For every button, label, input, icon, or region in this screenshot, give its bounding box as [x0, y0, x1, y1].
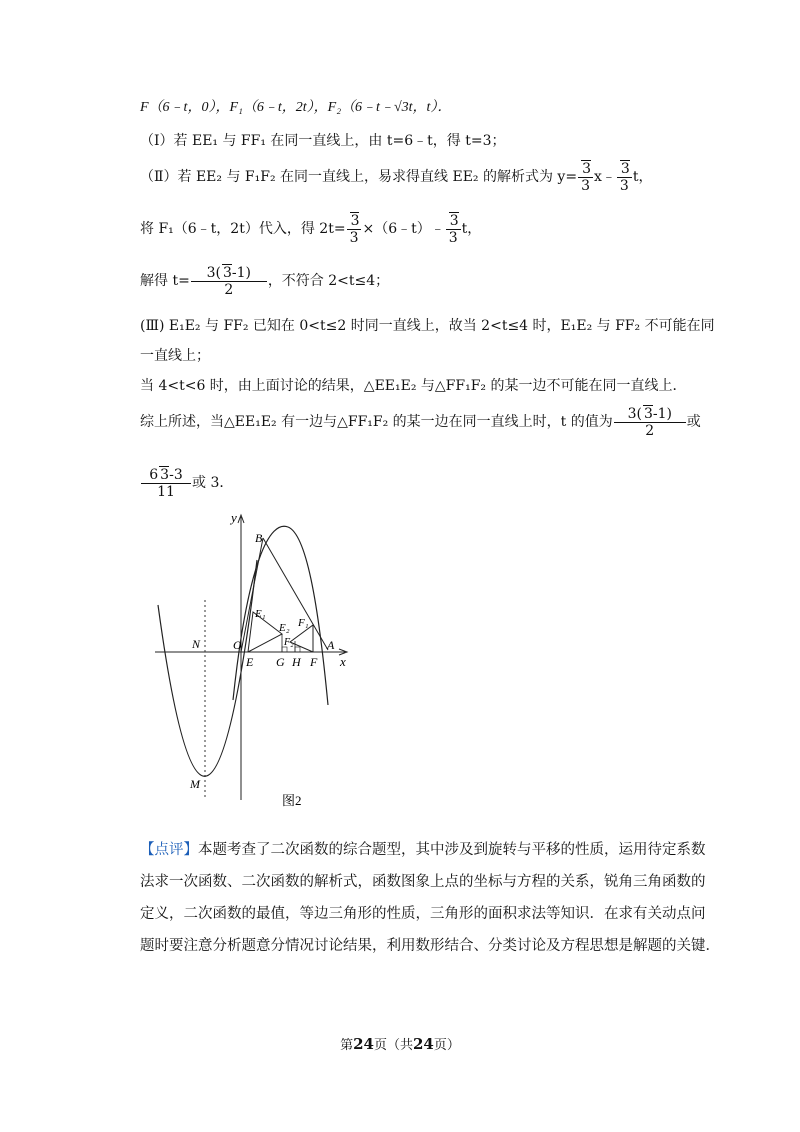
solution-line-7: 一直线上； [140, 348, 210, 364]
label-H: H [292, 655, 301, 669]
fraction-t-value-2 [141, 466, 191, 500]
line9-text-a: 综上所述，当△EE₁E₂ 有一边与△FF₁F₂ 的某一边在同一直线上时，t 的值为 [140, 414, 613, 430]
denominator: 3 [619, 178, 629, 194]
segment-OB [241, 538, 263, 652]
solution-line-6: (Ⅲ) E₁E₂ 与 FF₂ 已知在 0<t≤2 时同一直线上，故当 2<t≤4 时，E₁E₂ 与 FF₂ 不可能在同 [140, 318, 715, 334]
label-F2: F₂ [284, 637, 294, 648]
label-E2: E₂ [279, 622, 290, 634]
line3-text-a: （Ⅱ）若 EE₂ 与 F₁F₂ 在同一直线上，易求得直线 EE₂ 的解析式为 y= [140, 169, 578, 185]
radicand: 3 [643, 406, 653, 422]
comment-tag: 【点评】 [140, 842, 198, 858]
label-y: y [231, 510, 237, 525]
label-G: G [276, 655, 285, 669]
radicand: 3 [222, 265, 232, 281]
numerator-post: -1) [652, 406, 672, 422]
line4-text-a: 将 F₁（6﹣t，2t）代入，得 2t= [140, 221, 346, 237]
label-A: A [327, 638, 335, 652]
comment-line-3: 定义，二次函数的最值，等边三角形的性质，三角形的面积求法等知识．在求有关动点问 [140, 906, 706, 922]
label-B: B [255, 531, 263, 545]
comment-text: 本题考查了二次函数的综合题型，其中涉及到旋转与平移的性质，运用待定系数 [198, 842, 706, 858]
comment-line-2: 法求一次函数、二次函数的解析式，函数图象上点的坐标与方程的关系，锐角三角函数的 [140, 874, 706, 890]
comment-line-1 [140, 840, 706, 860]
numerator-pre: 3( [627, 406, 642, 422]
numerator-pre: 3( [206, 265, 221, 281]
label-F1: F₁ [298, 617, 309, 629]
footer-text: 页（共 [373, 1038, 413, 1053]
line5-text-a: 解得 t= [140, 273, 190, 289]
segment-BA [263, 538, 328, 650]
label-N: N [192, 637, 201, 651]
denominator: 11 [157, 484, 175, 500]
right-angle-mark [295, 647, 300, 652]
label-M: M [190, 777, 200, 791]
label-x: x [340, 654, 346, 669]
numerator-post: -1) [231, 265, 252, 281]
radicand: 3 [350, 213, 360, 229]
fraction-t-value-1 [191, 264, 267, 298]
numerator-post: -3 [169, 467, 183, 483]
total-pages: 24 [413, 1035, 434, 1053]
denominator: 3 [349, 230, 359, 246]
solution-line-4 [140, 212, 481, 246]
radicand: 3 [620, 161, 630, 177]
line9-text-b: 或 [686, 414, 701, 430]
figure-caption: 图2 [282, 793, 302, 808]
fraction-sqrt3-over-3 [578, 160, 593, 194]
denominator: 2 [224, 282, 234, 298]
radicand: 3 [449, 213, 459, 229]
comment-line-4: 题时要注意分析题意分情况讨论结果，利用数形结合、分类讨论及方程思想是解题的关键． [140, 938, 720, 954]
solution-line-10 [140, 465, 233, 501]
label-O: O [233, 638, 242, 652]
solution-line-5 [140, 263, 389, 299]
footer-text: 页） [433, 1038, 460, 1053]
line10-text-b: 或 3． [192, 475, 234, 491]
line3-text-b: x﹣ [593, 169, 616, 185]
solution-line-9 [140, 404, 701, 440]
numerator-pre: 6 [149, 467, 159, 483]
denominator: 3 [448, 230, 458, 246]
solution-line-8: 当 4<t<6 时，由上面讨论的结果，△EE₁E₂ 与△FF₁F₂ 的某一边不可能在同一直线上． [140, 378, 687, 394]
line5-text-b: ，不符合 2<t≤4； [267, 273, 390, 289]
label-F: F [310, 655, 318, 669]
line3-text-c: t， [632, 169, 653, 185]
page-footer [0, 1034, 800, 1053]
solution-line-2: （Ⅰ）若 EE₁ 与 FF₁ 在同一直线上，由 t=6﹣t，得 t=3； [140, 133, 506, 149]
line4-text-c: t， [461, 221, 482, 237]
radicand: 3 [160, 467, 170, 483]
solution-line-3 [140, 160, 652, 194]
denominator: 3 [581, 178, 590, 194]
footer-text: 第 [340, 1038, 354, 1053]
upward-parabola-curve [158, 560, 257, 776]
fraction-t-value-1 [614, 405, 686, 439]
fraction-sqrt3-over-3 [446, 212, 461, 246]
denominator: 2 [645, 423, 655, 439]
fraction-sqrt3-over-3 [617, 160, 632, 194]
figure-parabola-diagram [140, 505, 370, 815]
page-number: 24 [353, 1035, 374, 1053]
solution-line-1: F（6﹣t，0），F₁（6﹣t，2t），F₂（6﹣t﹣√3t，t）． [140, 100, 452, 115]
fraction-sqrt3-over-3 [347, 212, 362, 246]
radicand: 3 [582, 161, 591, 177]
downward-parabola-curve [233, 526, 328, 705]
label-E: E [246, 655, 254, 669]
line4-text-b: ×（6﹣t）﹣ [362, 221, 445, 237]
label-E1: E₁ [255, 608, 266, 620]
